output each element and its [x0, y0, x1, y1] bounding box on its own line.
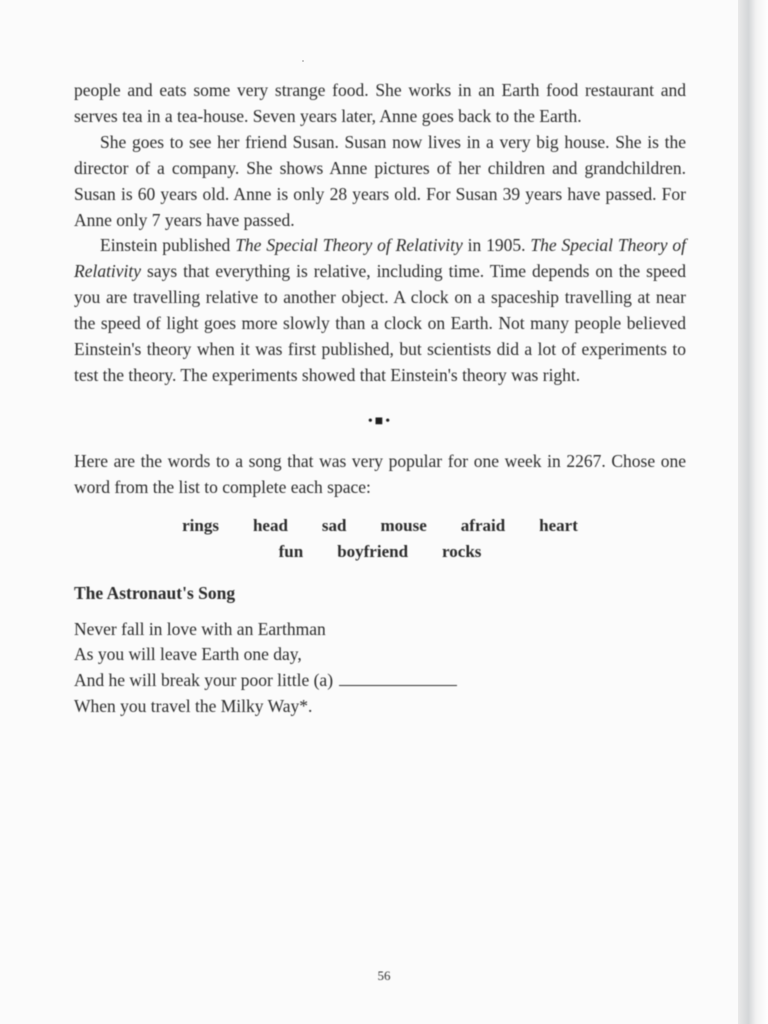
word-item: afraid [460, 515, 506, 535]
word-item: rings [182, 515, 219, 535]
paragraph-susan: She goes to see her friend Susan. Susan now lives in a very big house. She is the director of a company. She shows Anne pictures of her children and grandchildren. Susan is 60 years old. Anne is only 28 years old. For Susan 39 years have passed. For Anne only 7 years have passed. [74, 131, 686, 230]
book-binding-edge [738, 0, 768, 1024]
song-line: When you travel the Milky Way*. [74, 696, 313, 717]
einstein-text-1: Einstein published [100, 235, 236, 256]
word-item: rocks [442, 541, 482, 561]
song-line: As you will leave Earth one day, [74, 644, 302, 665]
song-line-with-blank [74, 668, 686, 694]
einstein-text-2: in 1905. [462, 235, 531, 256]
word-list-row-2 [74, 539, 686, 565]
song-line-text: And he will break your poor little (a) [74, 670, 334, 691]
speck-mark [302, 60, 304, 62]
word-item: sad [321, 515, 347, 535]
word-item: heart [539, 515, 578, 535]
word-list [74, 513, 686, 565]
word-item: boyfriend [337, 541, 409, 561]
book-title-2: The Special Theory of Relativity [74, 235, 686, 282]
song-line: Never fall in love with an Earthman [74, 618, 326, 639]
paragraph-einstein [74, 233, 686, 388]
song-title: The Astronaut's Song [74, 582, 236, 603]
page-content [74, 78, 686, 720]
paragraph-continuation: people and eats some very strange food. She works in an Earth food restaurant and serves tea in a tea-house. Seven years later, Anne goes back to the Earth. [74, 80, 686, 126]
word-item: fun [278, 541, 304, 561]
einstein-text-3: says that everything is relative, including time. Time depends on the speed you are travelling relative to another object. A clock on a spaceship travelling at near the speed of light goes more slowly than a clock on Earth. Not many people believed Einstein's theory when it was first published, but scientists did a lot of experiments to test the theory. The experiments showed that Einstein's theory was right. [74, 261, 686, 385]
word-list-row-1 [74, 513, 686, 539]
exercise-instruction: Here are the words to a song that was very popular for one week in 2267. Chose one word from the list to complete each space: [74, 450, 686, 497]
word-item: mouse [380, 515, 427, 535]
word-item: head [252, 515, 288, 535]
book-title-1: The Special Theory of Relativity [235, 235, 463, 256]
section-divider: •■• [367, 413, 393, 429]
answer-blank[interactable] [339, 671, 457, 686]
page-number: 56 [377, 968, 391, 983]
